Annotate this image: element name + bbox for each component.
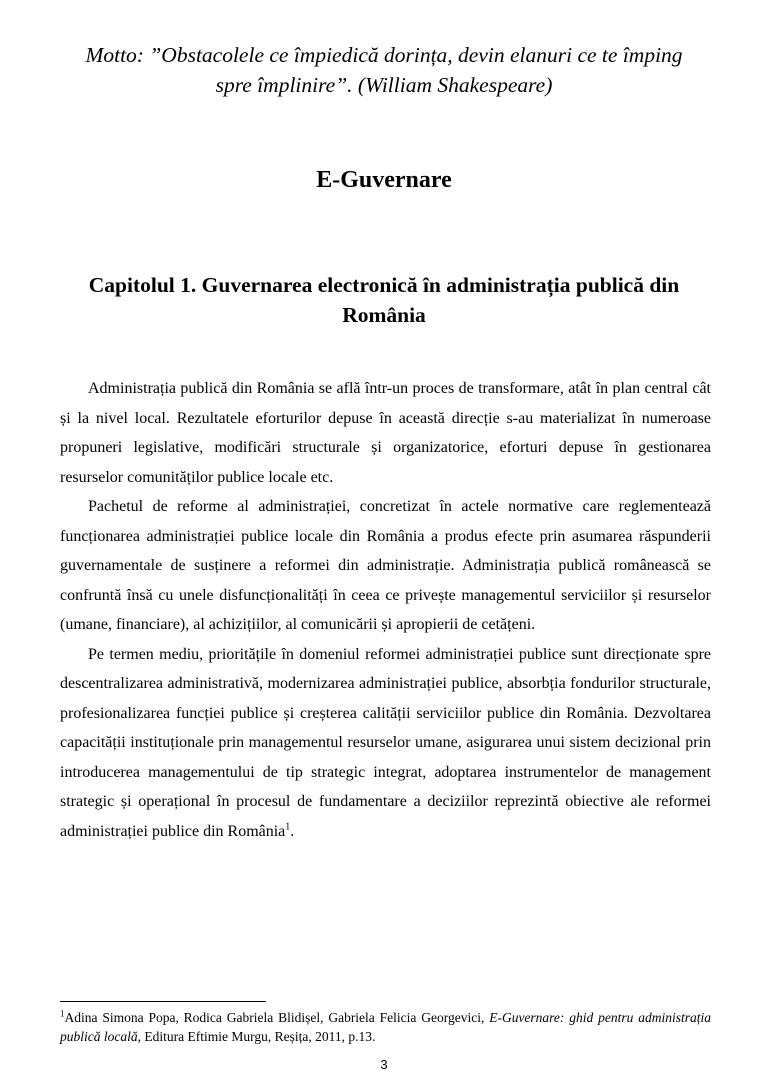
paragraph-3 bbox=[60, 640, 711, 847]
motto bbox=[40, 40, 728, 100]
footnote-separator bbox=[60, 1001, 266, 1002]
body-text bbox=[60, 374, 711, 846]
chapter-title bbox=[50, 270, 718, 330]
paragraph-3-end: . bbox=[290, 822, 295, 840]
footnote bbox=[60, 1009, 711, 1046]
footnote-publication: , Editura Eftimie Murgu, Reșița, 2011, p.13. bbox=[137, 1028, 376, 1044]
page-number: 3 bbox=[380, 1057, 388, 1072]
footnote-reference[interactable]: 1 bbox=[285, 821, 291, 833]
footnote-authors: Adina Simona Popa, Rodica Gabriela Blidișel, Gabriela Felicia Georgevici, bbox=[64, 1010, 490, 1025]
chapter-title-line-2: România bbox=[342, 303, 426, 327]
footnote-marker: 1 bbox=[60, 1008, 65, 1019]
paragraph-2: Pachetul de reforme al administrației, concretizat în actele normative care reglementează funcționarea administrației publice locale din România a produs efecte prin asumarea răspunderii guvernamentale de susținere a reformei din administrație. Administrația publică românească se confruntă însă cu unele disfuncționalități în ceea ce privește managementul serviciilor și resurselor (umane, financiare), al achizițiilor, al comunicării și apropierii de cetățeni. bbox=[60, 498, 711, 633]
document-title: E-Guvernare bbox=[316, 167, 452, 193]
motto-line-1: Motto: ”Obstacolele ce împiedică dorința, devin elanuri ce te împing bbox=[85, 43, 683, 67]
chapter-title-line-1: Capitolul 1. Guvernarea electronică în administrația publică din bbox=[88, 273, 680, 297]
paragraph-3-text: Pe termen mediu, prioritățile în domeniul reformei administrației publice sunt direcționate spre descentralizarea administrativă, modernizarea administrației publice, absorbția fondurilor structurale, profesionalizarea funcției publice și creșterea calității serviciilor publice din România. Dezvoltarea capacității instituționale prin managementul resurselor umane, asigurarea unui sistem decizional prin introducerea managementului de tip strategic integrat, adoptarea instrumentelor de management strategic și operațional în procesul de fundamentare a deciziilor reprezintă obiective ale reformei administrației publice din România bbox=[60, 645, 711, 840]
motto-line-2: spre împlinire”. (William Shakespeare) bbox=[215, 73, 553, 97]
footnote-work-title: E-Guvernare: ghid pentru administrația publică locală bbox=[60, 1010, 711, 1044]
paragraph-1: Administrația publică din România se află într-un proces de transformare, atât în plan central cât și la nivel local. Rezultatele eforturilor depuse în această direcție s-au materializat în numeroase propuneri legislative, modificări structurale și organizatorice, eforturi depuse în gestionarea resurselor comunităților publice locale etc. bbox=[60, 380, 711, 486]
